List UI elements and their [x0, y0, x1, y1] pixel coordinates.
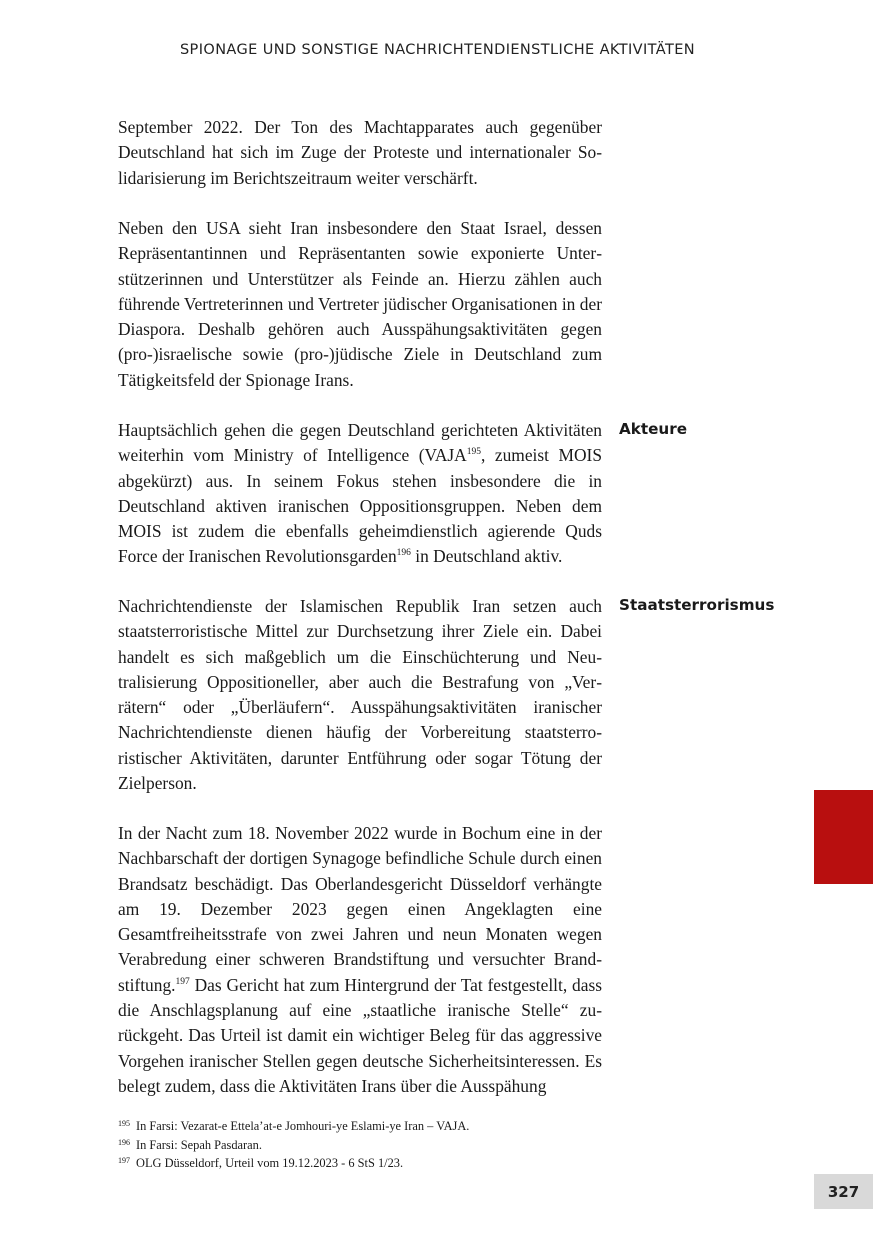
paragraph-staatsterrorismus: Nachrichtendienste der Islamischen Republik Iran setzen auch staatsterroristische Mittel zur Durchsetzung ihrer Ziele ein. Dabei handelt es sich maßgeblich um die Einschüchterung und Neutralisierung Oppositioneller, aber auch die Bestrafung von „Verrätern“ oder „Überläufern“. Ausspähungsaktivitäten iranischer Nachrichtendienste dienen häufig der Vorbereitung staatsterroristischer Aktivitäten, darunter Entführung oder sogar Tötung der Zielperson. — [118, 596, 602, 794]
footnote-item: 195 In Farsi: Vezarat-e Ettela’at-e Jomhouri-ye Eslami-ye Iran – VAJA. — [118, 1119, 470, 1133]
paragraph-text: Das Gericht hat zum Hintergrund der Tat festgestellt, dass die Anschlagsplanung auf eine „staatliche iranische Stelle“ zurückgeht. Das Urteil ist damit ein wichtiger Beleg für das aggressive Vorgehen iranischer Stellen gegen deutsche Sicherheitsinteressen. Es belegt zudem, dass die Aktivitäten Irans über die Ausspähung — [118, 974, 602, 1096]
footnote-text: In Farsi: Sepah Pasdaran. — [136, 1137, 262, 1152]
page-number: 327 — [814, 1174, 873, 1209]
footnote-item: 196 In Farsi: Sepah Pasdaran. — [118, 1137, 262, 1152]
margin-note-staatsterrorismus: Staatsterrorismus — [619, 596, 775, 614]
footnote-text: In Farsi: Vezarat-e Ettela’at-e Jomhouri-ye Eslami-ye Iran – VAJA. — [136, 1119, 470, 1133]
footnote-ref-195: 195 — [466, 447, 481, 458]
paragraph-2: Neben den USA sieht Iran insbesondere den Staat Israel, dessen Repräsentantinnen und Repräsentanten sowie exponierte Unterstützerinnen und Unterstützer als Feinde an. Hierzu zählen auch führende Vertreterinnen und Vertreter jüdischer Organisationen in der Diaspora. Deshalb gehören auch Ausspähungsaktivitäten gegen (pro-)israelische sowie (pro-)jüdische Ziele in Deutschland zum Tätigkeitsfeld der Spionage Irans. — [118, 218, 602, 390]
paragraph-text: , zumeist MOIS abgekürzt) aus. In seinem Fokus stehen insbesondere die in Deutschland aktiven iranischen Oppositionsgruppen. Neben dem MOIS ist zudem die ebenfalls geheimdienstlich agierende Quds Force der Iranischen Revolutionsgarden — [118, 445, 602, 567]
paragraph-text: In der Nacht zum 18. November 2022 wurde in Bochum eine in der Nachbarschaft der dortigen Synagoge befindliche Schule durch einen Brandsatz beschädigt. Das Oberlandesgericht Düsseldorf verhängte am 19. Dezember 2023 gegen einen Angeklagten eine Gesamtfreiheitsstrafe von zwei Jahren und neun Monaten wegen Verabredung einer schweren Brandstiftung und versuchter Brandstiftung. — [118, 823, 602, 995]
paragraph-bochum — [118, 821, 602, 1099]
margin-note-akteure: Akteure — [619, 420, 688, 438]
footnote-ref-197: 197 — [175, 976, 190, 987]
paragraph-1: September 2022. Der Ton des Machtapparates auch gegenüber Deutschland hat sich im Zuge der Proteste und internationaler Solidarisierung im Berichtszeitraum weiter verschärft. — [118, 117, 602, 188]
footnote-ref-196: 196 — [396, 548, 411, 559]
paragraph-text: in Deutschland aktiv. — [410, 546, 563, 567]
running-header: SPIONAGE UND SONSTIGE NACHRICHTENDIENSTLICHE AKTIVITÄTEN — [179, 42, 696, 58]
footnotes — [118, 1117, 678, 1173]
chapter-tab — [814, 790, 873, 884]
footnote-item: 197 OLG Düsseldorf, Urteil vom 19.12.2023 - 6 StS 1/23. — [118, 1156, 404, 1170]
footnote-text: OLG Düsseldorf, Urteil vom 19.12.2023 - 6 StS 1/23. — [136, 1156, 404, 1170]
paragraph-akteure — [118, 418, 602, 570]
paragraph-text: Hauptsächlich gehen die gegen Deutschland gerichteten Aktivitäten weiterhin vom Ministry of Intelligence (VAJA — [118, 420, 602, 466]
